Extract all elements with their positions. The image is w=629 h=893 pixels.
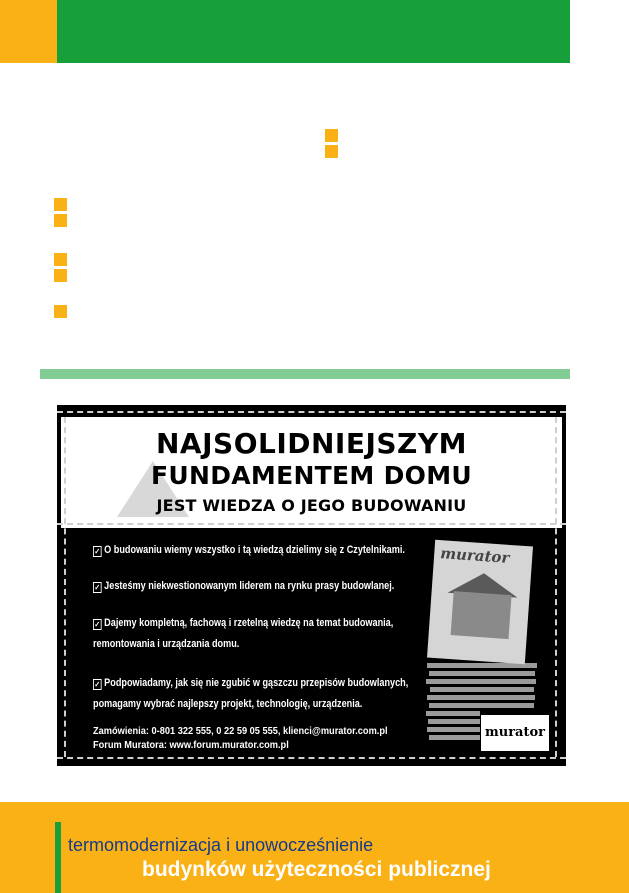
- magazine-stack: [429, 735, 480, 740]
- ad-subheadline: JEST WIEDZA O JEGO BUDOWANIU: [156, 496, 467, 515]
- murator-logo: murator: [481, 715, 549, 751]
- magazine-stack: [429, 703, 534, 708]
- check-icon: ✓: [94, 620, 101, 629]
- bullet-square: [54, 198, 67, 211]
- check-icon: ✓: [94, 680, 101, 689]
- bullet-square: [54, 305, 67, 318]
- ad-contact-orders: Zamówienia: 0-801 322 555, 0 22 59 05 555, klienci@murator.com.pl: [93, 725, 388, 737]
- bullet-square: [54, 269, 67, 282]
- ad-bullet-item: ✓ Podpowiadamy, jak się nie zgubić w gąszczu przepisów budowlanych,: [94, 677, 409, 689]
- footer-title-line2: budynków użyteczności publicznej: [142, 858, 491, 881]
- footer-title-line1: termomodernizacja i unowocześnienie: [68, 835, 374, 855]
- ad-bullet-item-continued: remontowania i urządzania domu.: [93, 638, 240, 650]
- cut-line: [57, 411, 566, 413]
- ad-headline: NAJSOLIDNIEJSZYM: [156, 427, 467, 460]
- magazine-stack: [429, 671, 535, 676]
- magazine-stack: [430, 687, 534, 692]
- magazine-stack: [427, 727, 480, 732]
- magazine-stack: [426, 679, 536, 684]
- bullet-square: [325, 129, 338, 142]
- murator-advertisement: [57, 405, 566, 766]
- magazine-stack: [426, 711, 480, 716]
- magazine-cover-title: murator: [439, 544, 511, 567]
- ad-headline: FUNDAMENTEM DOMU: [151, 461, 472, 490]
- check-icon: ✓: [94, 583, 101, 592]
- header-orange-block: [0, 0, 57, 63]
- ad-bullet-item: ✓ Jesteśmy niekwestionowanym liderem na rynku prasy budowlanej.: [94, 580, 395, 592]
- cut-line: [57, 523, 566, 525]
- magazine-cover: [427, 540, 533, 665]
- footer-accent-bar: [55, 822, 61, 893]
- ad-bullet-item-continued: pomagamy wybrać najlepszy projekt, technologię, urządzenia.: [93, 698, 363, 710]
- ad-contact-forum: Forum Muratora: www.forum.murator.com.pl: [93, 739, 289, 751]
- bullet-square: [54, 253, 67, 266]
- section-divider: [40, 369, 570, 379]
- bullet-square: [54, 214, 67, 227]
- cut-line: [57, 757, 566, 759]
- bullet-square: [325, 145, 338, 158]
- ad-bullet-item: ✓ O budowaniu wiemy wszystko i tą wiedzą dzielimy się z Czytelnikami.: [94, 544, 405, 556]
- check-icon: ✓: [94, 547, 101, 556]
- magazine-stack: [428, 719, 480, 724]
- ad-bullet-item: ✓ Dajemy kompletną, fachową i rzetelną wiedzę na temat budowania,: [94, 617, 394, 629]
- header-green-band: [57, 0, 570, 63]
- magazine-stack: [427, 695, 535, 700]
- house-icon: [451, 591, 512, 639]
